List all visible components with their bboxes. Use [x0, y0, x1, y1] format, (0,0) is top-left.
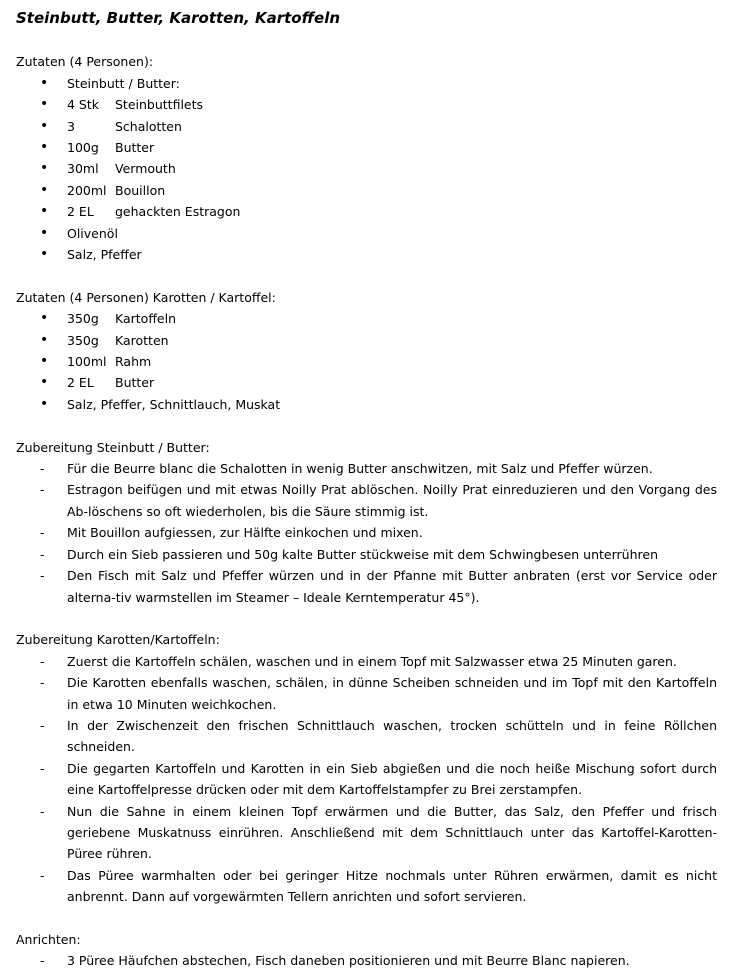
step-text: 3 Püree Häufchen abstechen, Fisch daneben positionieren und mit Beurre Blanc napieren.	[67, 953, 630, 969]
dash-icon: -	[40, 760, 45, 776]
bullet-icon: •	[40, 395, 49, 412]
ingredient-name: Steinbutt / Butter:	[67, 75, 180, 91]
prep-fish-steps	[16, 458, 725, 608]
ingredient-item	[16, 351, 725, 372]
step-item	[16, 865, 725, 908]
ingredients-main-section	[16, 51, 725, 265]
step-item	[16, 479, 725, 522]
step-item	[16, 458, 725, 479]
bullet-icon: •	[40, 181, 49, 198]
step-text: Mit Bouillon aufgiessen, zur Hälfte einkochen und mixen.	[67, 525, 423, 541]
plating-heading: Anrichten:	[16, 931, 81, 947]
spacer	[16, 415, 725, 436]
ingredient-item	[16, 158, 725, 179]
ingredient-name: gehackten Estragon	[115, 204, 241, 220]
step-text: Nun die Sahne in einem kleinen Topf erwärmen und die Butter, das Salz, den Pfeffer und frisch geriebene Muskatnuss einrühren. Anschließend mit dem Schnittlauch unter das Kartoffel-Karotten-Püree rühren.	[67, 803, 717, 862]
dash-icon: -	[40, 803, 45, 819]
ingredient-quantity: 200ml	[67, 182, 107, 198]
bullet-icon: •	[40, 74, 49, 91]
ingredients-side-list	[16, 308, 725, 415]
recipe-title: Steinbutt, Butter, Karotten, Kartoffeln	[16, 9, 341, 27]
dash-icon: -	[40, 525, 45, 541]
prep-fish-section	[16, 437, 725, 608]
ingredients-side-heading: Zutaten (4 Personen) Karotten / Kartoffel:	[16, 289, 276, 305]
bullet-icon: •	[40, 246, 49, 263]
ingredient-name: Karotten	[115, 332, 169, 348]
spacer	[16, 265, 725, 286]
ingredient-quantity: 2 EL	[67, 204, 94, 220]
bullet-icon: •	[40, 139, 49, 156]
step-item	[16, 801, 725, 865]
dash-icon: -	[40, 717, 45, 733]
step-item	[16, 672, 725, 715]
ingredient-name: Salz, Pfeffer, Schnittlauch, Muskat	[67, 396, 281, 412]
ingredient-item	[16, 137, 725, 158]
step-text: Den Fisch mit Salz und Pfeffer würzen und in der Pfanne mit Butter anbraten (erst vor Service oder alterna-tiv warmstellen im Steamer – Ideale Kerntemperatur 45°).	[67, 568, 717, 605]
bullet-icon: •	[40, 117, 49, 134]
dash-icon: -	[40, 482, 45, 498]
ingredients-main-heading: Zutaten (4 Personen):	[16, 54, 154, 70]
dash-icon: -	[40, 653, 45, 669]
ingredient-item	[16, 244, 725, 265]
spacer	[16, 908, 725, 929]
ingredient-quantity: 3	[67, 118, 75, 134]
ingredient-quantity: 100ml	[67, 354, 107, 370]
ingredient-item	[16, 394, 725, 415]
ingredient-quantity: 2 EL	[67, 375, 94, 391]
step-item	[16, 950, 725, 971]
plating-steps	[16, 950, 725, 971]
step-text: Für die Beurre blanc die Schalotten in wenig Butter anschwitzen, mit Salz und Pfeffer würzen.	[67, 461, 653, 477]
bullet-icon: •	[40, 310, 49, 327]
dash-icon: -	[40, 461, 45, 477]
ingredient-name: Butter	[115, 375, 155, 391]
ingredients-side-section	[16, 287, 725, 415]
ingredient-quantity: 350g	[67, 311, 99, 327]
dash-icon: -	[40, 953, 45, 969]
step-item	[16, 522, 725, 543]
step-text: Zuerst die Kartoffeln schälen, waschen und in einem Topf mit Salzwasser etwa 25 Minuten garen.	[67, 653, 677, 669]
bullet-icon: •	[40, 224, 49, 241]
ingredient-name: Kartoffeln	[115, 311, 177, 327]
ingredient-item	[16, 180, 725, 201]
step-text: Das Püree warmhalten oder bei geringer Hitze nochmals unter Rühren erwärmen, damit es nicht anbrennt. Dann auf vorgewärmten Tellern anrichten und sofort servieren.	[67, 867, 717, 905]
ingredient-item	[16, 201, 725, 222]
ingredient-quantity: 4 Stk	[67, 97, 100, 113]
step-item	[16, 715, 725, 758]
ingredient-name: Olivenöl	[67, 225, 118, 241]
ingredient-quantity: 350g	[67, 332, 99, 348]
step-text: Die Karotten ebenfalls waschen, schälen, in dünne Scheiben schneiden und im Topf mit den Kartoffeln in etwa 10 Minuten weichkochen.	[67, 675, 717, 712]
prep-side-heading: Zubereitung Karotten/Kartoffeln:	[16, 632, 220, 648]
ingredient-name: Schalotten	[115, 118, 182, 134]
ingredient-name: Steinbuttfilets	[115, 97, 204, 113]
bullet-icon: •	[40, 160, 49, 177]
ingredients-main-list	[16, 73, 725, 266]
step-item	[16, 651, 725, 672]
step-item	[16, 758, 725, 801]
step-text: Durch ein Sieb passieren und 50g kalte Butter stückweise mit dem Schwingbesen unterrühren	[67, 546, 658, 562]
prep-side-steps	[16, 651, 725, 908]
ingredient-quantity: 30ml	[67, 161, 99, 177]
ingredient-item	[16, 94, 725, 115]
ingredient-item	[16, 330, 725, 351]
step-text: In der Zwischenzeit den frischen Schnittlauch waschen, trocken schütteln und in feine Röllchen schneiden.	[67, 717, 717, 755]
ingredient-name: Bouillon	[115, 182, 166, 198]
step-item	[16, 565, 725, 608]
ingredient-name: Salz, Pfeffer	[67, 247, 142, 263]
ingredient-quantity: 100g	[67, 140, 99, 156]
ingredient-name: Vermouth	[115, 161, 176, 177]
spacer	[16, 30, 725, 51]
prep-side-section	[16, 629, 725, 907]
dash-icon: -	[40, 546, 45, 562]
dash-icon: -	[40, 568, 45, 584]
ingredient-item	[16, 308, 725, 329]
bullet-icon: •	[40, 331, 49, 348]
ingredient-name: Butter	[115, 140, 155, 156]
prep-fish-heading: Zubereitung Steinbutt / Butter:	[16, 439, 210, 455]
step-text: Die gegarten Kartoffeln und Karotten in ein Sieb abgießen und die noch heiße Mischung sofort durch eine Kartoffelpresse drücken oder mit dem Kartoffelstampfer zu Brei zerstampfen.	[67, 760, 717, 798]
ingredient-name: Rahm	[115, 354, 152, 370]
step-text: Estragon beifügen und mit etwas Noilly Prat ablöschen. Noilly Prat einreduzieren und den Vorgang des Ab-löschens so oft wiederholen, bis die Säure stimmig ist.	[67, 482, 717, 519]
ingredient-item	[16, 372, 725, 393]
spacer	[16, 608, 725, 629]
step-item	[16, 544, 725, 565]
bullet-icon: •	[40, 353, 49, 370]
dash-icon: -	[40, 675, 45, 691]
bullet-icon: •	[40, 374, 49, 391]
ingredient-item	[16, 116, 725, 137]
bullet-icon: •	[40, 203, 49, 220]
plating-section	[16, 929, 725, 972]
ingredient-item	[16, 73, 725, 94]
bullet-icon: •	[40, 96, 49, 113]
ingredient-item	[16, 223, 725, 244]
dash-icon: -	[40, 867, 45, 883]
